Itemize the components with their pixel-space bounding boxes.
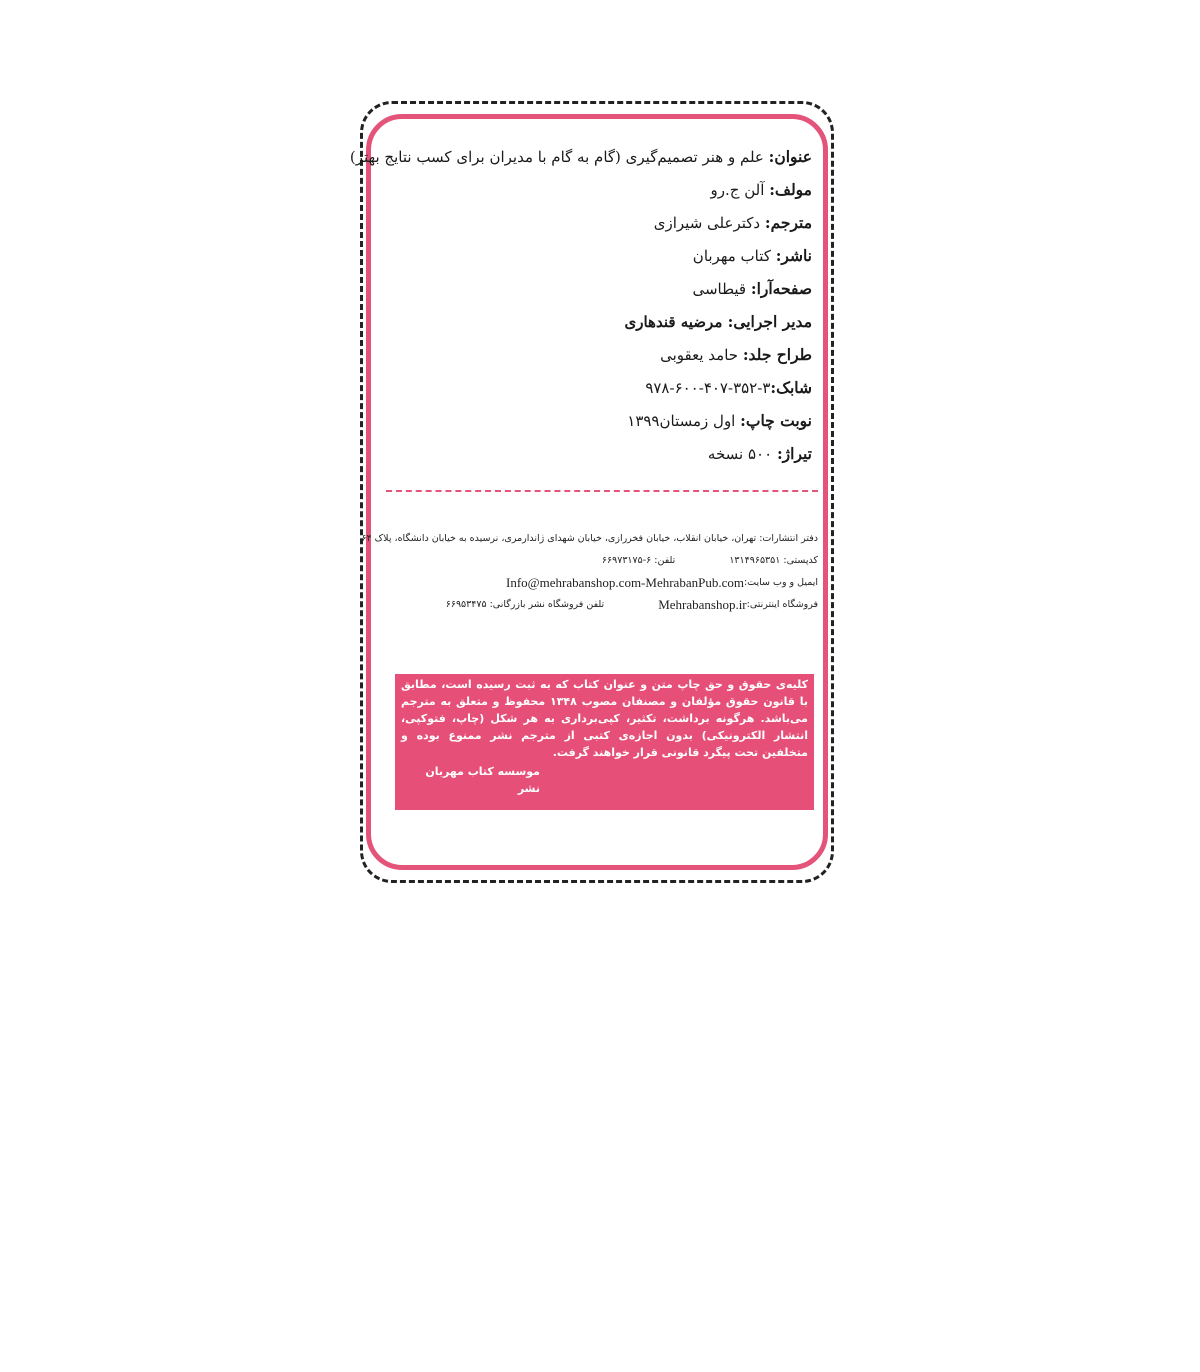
postal-phone-row <box>386 550 818 572</box>
translator-label: مترجم: <box>764 213 812 232</box>
isbn-line <box>400 371 812 404</box>
shop-label: فروشگاه اینترنتی: <box>746 599 818 610</box>
cover-designer-value: حامد یعقوبی <box>660 346 743 364</box>
circulation-label: تیراژ: <box>776 444 812 463</box>
dashed-separator <box>386 490 818 492</box>
edition-line <box>400 404 812 437</box>
office-phone: تلفن: ۶-۶۶۹۷۳۱۷۵ <box>601 555 676 566</box>
executive-manager-label: مدیر اجرایی: <box>727 312 812 331</box>
edition-label: نوبت چاپ: <box>740 411 812 430</box>
shop-link[interactable]: Mehrabanshop.ir <box>658 597 747 612</box>
author-line <box>400 173 812 206</box>
postal-code: کدپستی: ۱۳۱۴۹۶۵۳۵۱ <box>729 555 818 566</box>
book-info <box>349 140 812 470</box>
translator-value: دکترعلی شیرازی <box>653 214 765 232</box>
executive-manager-value: مرضیه قندهاری <box>624 313 728 331</box>
title-line <box>349 140 812 173</box>
layout-designer-value: قیطاسی <box>692 280 751 298</box>
isbn-label: شابک: <box>770 378 812 397</box>
cover-designer-label: طراح جلد: <box>742 345 812 364</box>
publisher-label: ناشر: <box>775 246 812 265</box>
isbn-value: ۳-۳۵۲-۴۰۷-۶۰۰-۹۷۸ <box>645 379 771 397</box>
circulation-line <box>400 437 812 470</box>
layout-designer-line <box>400 272 812 305</box>
shop-row <box>386 594 818 616</box>
email-row <box>386 572 818 594</box>
publisher-value: کتاب مهربان <box>692 247 776 265</box>
edition-value: اول زمستان۱۳۹۹ <box>627 412 741 430</box>
author-value: آلن ج.رو <box>710 181 770 199</box>
translator-line <box>400 206 812 239</box>
address-row <box>361 528 818 550</box>
executive-manager-line <box>400 305 812 338</box>
title-value: علم و هنر تصمیم‌گیری (گام به گام با مدیران برای کسب نتایج بهتر) <box>349 148 769 166</box>
copyright-organization: موسسه کتاب مهربان نشر <box>425 765 540 795</box>
circulation-value: ۵۰۰ نسخه <box>707 445 777 463</box>
layout-designer-label: صفحه‌آرا: <box>750 279 812 298</box>
email-label: ایمیل و وب سایت: <box>743 577 818 588</box>
publisher-contact <box>361 528 818 616</box>
cover-designer-line <box>400 338 812 371</box>
author-label: مولف: <box>769 180 812 199</box>
title-label: عنوان: <box>768 147 812 166</box>
email-link[interactable]: Info@mehrabanshop.com-MehrabanPub.com <box>505 575 744 590</box>
publisher-line <box>400 239 812 272</box>
copyright-text: کلیه‌ی حقوق و حق چاپ متن و عنوان کتاب که به ثبت رسیده است، مطابق با قانون حقوق مؤلفان و مصنفان مصوب ۱۳۴۸ محفوظ و متعلق به مترجم می‌باشد. هرگونه برداشت، تکثیر، کپی‌برداری به هر شکل (چاپ، فتوکپی، انتشار الکترونیکی) بدون اجازه‌ی کتبی از مترجم نشر ممنوع بوده و متخلفین تحت پیگرد قانونی قرار خواهند گرفت. <box>401 678 808 759</box>
address-text: دفتر انتشارات: تهران، خیابان انقلاب، خیابان فخررازی، خیابان شهدای ژاندارمری، نرسیده به خیابان دانشگاه، پلاک ۶۴ <box>361 533 818 544</box>
sales-phone: تلفن فروشگاه نشر بازرگانی: ۶۶۹۵۳۴۷۵ <box>445 599 605 610</box>
copyright-notice <box>395 674 814 810</box>
